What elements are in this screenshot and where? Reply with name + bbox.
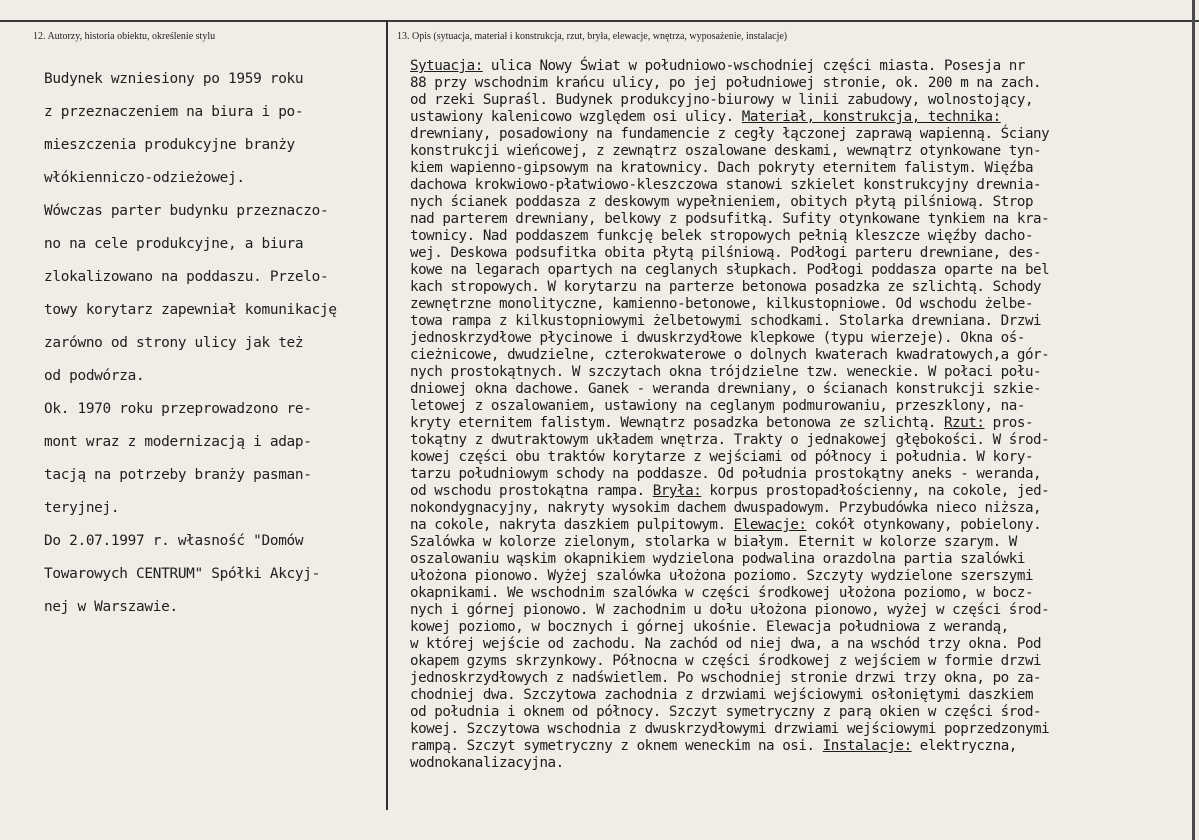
history-text-line: zlokalizowano na poddaszu. Przelo-	[44, 269, 329, 285]
description-text-line: nych prostokątnych. W szczytach okna trójdzielne tzw. weneckie. W połaci połu-	[410, 364, 1042, 380]
description-text-line: nych i górnej pionowo. W zachodnim u dołu ułożona pionowo, wyżej w części środ-	[410, 602, 1050, 618]
history-text-line: teryjnej.	[44, 500, 120, 516]
description-text-line: chodniej dwa. Szczytowa zachodnia z drzwiami wejściowymi osłoniętymi daszkiem	[410, 687, 1034, 703]
description-text-line: okapnikami. We wschodnim szalówka w części środkowej ułożona poziomo, w bocz-	[410, 585, 1034, 601]
description-text-line: kowej. Szczytowa wschodnia z dwuskrzydłowymi drzwiami wejściowymi poprzedzonymi	[410, 721, 1050, 737]
description-text-line: tokątny z dwutraktowym układem wnętrza. Trakty o jednakowej głębokości. W środ-	[410, 432, 1050, 448]
description-text-line: ustawiony kalenicowo względem osi ulicy. Materiał, konstrukcja, technika:	[410, 109, 1001, 125]
section-label: Instalacje:	[822, 738, 912, 754]
section-label: Sytuacja:	[410, 58, 483, 74]
history-text-line: towy korytarz zapewniał komunikację	[44, 302, 337, 318]
description-text-line: rampą. Szczyt symetryczny z oknem weneckim na osi. Instalacje: elektryczna,	[410, 738, 1017, 754]
description-text-line: kryty eternitem falistym. Wewnątrz posadzka betonowa ze szlichtą. Rzut: pros-	[410, 415, 1034, 431]
description-text-line: ułożona pionowo. Wyżej szalówka ułożona poziomo. Szczyty wydzielone szerszymi	[410, 568, 1034, 584]
description-text-line: nokondygnacyjny, nakryty wysokim dachem dwuspadowym. Przybudówka nieco niższa,	[410, 500, 1042, 516]
description-text-line: kowej części obu traktów korytarze z wejściami od północy i południa. W kory-	[410, 449, 1034, 465]
section-label: Rzut:	[944, 415, 985, 431]
description-text-line: zewnętrzne monolityczne, kamienno-betonowe, kilkustopniowe. Od wschodu żelbe-	[410, 296, 1034, 312]
description-text-line: towa rampa z kilkustopniowymi żelbetowymi schodkami. Stolarka drewniana. Drzwi	[410, 313, 1042, 329]
history-text-line: mont wraz z modernizacją i adap-	[44, 434, 312, 450]
history-text-column	[44, 63, 379, 624]
description-text-line: oszalowaniu wąskim okapnikiem wydzielona podwalina orazdolna partia szalówki	[410, 551, 1025, 567]
section-header-authors-history: 12. Autorzy, historia obiektu, określenie stylu	[33, 31, 216, 42]
section-header-description: 13. Opis (sytuacja, materiał i konstrukcja, rzut, bryła, elewacje, wnętrza, wyposażenie, instalacje)	[397, 31, 788, 42]
history-text-line: Do 2.07.1997 r. własność "Domów	[44, 533, 304, 549]
history-text-line: z przeznaczeniem na biura i po-	[44, 104, 304, 120]
right-edge-rule	[1192, 0, 1195, 840]
history-text-line: Towarowych CENTRUM" Spółki Akcyj-	[44, 566, 321, 582]
history-text-line: zarówno od strony ulicy jak też	[44, 335, 304, 351]
history-text-line: Wówczas parter budynku przeznaczo-	[44, 203, 329, 219]
description-text-line: 88 przy wschodnim krańcu ulicy, po jej południowej stronie, ok. 200 m na zach.	[410, 75, 1042, 91]
history-text-line: włókienniczo-odzieżowej.	[44, 170, 245, 186]
description-text-line: townicy. Nad poddaszem funkcję belek stropowych pełnią kleszcze więźby dacho-	[410, 228, 1034, 244]
description-text-line: cieżnicowe, dwudzielne, czterokwaterowe o dolnych kwaterach kwadratowych,a gór-	[410, 347, 1050, 363]
description-text-line: nych ścianek poddasza z deskowym wypełnieniem, obitych płytą pilśniową. Strop	[410, 194, 1034, 210]
description-text-line: wodnokanalizacyjna.	[410, 755, 564, 771]
column-divider	[386, 20, 388, 810]
section-label: Bryła:	[652, 483, 702, 499]
section-label: Materiał, konstrukcja, technika:	[741, 109, 1001, 125]
description-text-line: Sytuacja: ulica Nowy Świat w południowo-wschodniej części miasta. Posesja nr	[410, 58, 1025, 74]
history-text-line: Budynek wzniesiony po 1959 roku	[44, 71, 304, 87]
description-text-line: konstrukcji wieńcowej, z zewnątrz oszalowane deskami, wewnątrz otynkowane tyn-	[410, 143, 1042, 159]
section-label: Elewacje:	[733, 517, 807, 533]
description-text-line: nad parterem drewniany, belkowy z podsufitką. Sufity otynkowane tynkiem na kra-	[410, 211, 1050, 227]
description-text-line: jednoskrzydłowe płycinowe i dwuskrzydłowe klepkowe (typu wierzeje). Okna oś-	[410, 330, 1025, 346]
description-text-line: okapem gzyms skrzynkowy. Północna w części środkowej z wejściem w formie drzwi	[410, 653, 1042, 669]
description-text-line: jednoskrzydłowych z nadświetlem. Po wschodniej stronie drzwi trzy okna, po za-	[410, 670, 1042, 686]
history-text-line: mieszczenia produkcyjne branży	[44, 137, 295, 153]
history-text-line: nej w Warszawie.	[44, 599, 178, 615]
description-text-line: drewniany, posadowiony na fundamencie z cegły łączonej zaprawą wapienną. Ściany	[410, 126, 1050, 142]
description-text-line: tarzu południowym schody na poddasze. Od południa prostokątny aneks - weranda,	[410, 466, 1042, 482]
history-text-line: tacją na potrzeby branży pasman-	[44, 467, 312, 483]
description-text-line: od rzeki Supraśl. Budynek produkcyjno-biurowy w linii zabudowy, wolnostojący,	[410, 92, 1034, 108]
history-text-line: no na cele produkcyjne, a biura	[44, 236, 304, 252]
description-text-line: kach stropowych. W korytarzu na parterze betonowa posadzka ze szlichtą. Schody	[410, 279, 1042, 295]
description-text-line: kiem wapienno-gipsowym na kratownicy. Dach pokryty eternitem falistym. Więźba	[410, 160, 1034, 176]
description-text-line: letowej z oszalowaniem, ustawiony na ceglanym podmurowaniu, przeszklony, na-	[410, 398, 1025, 414]
description-text-line: od wschodu prostokątna rampa. Bryła: korpus prostopadłościenny, na cokole, jed-	[410, 483, 1050, 499]
description-text-line: w której wejście od zachodu. Na zachód od niej dwa, a na wschód trzy okna. Pod	[410, 636, 1042, 652]
description-text-line: dniowej okna dachowe. Ganek - weranda drewniany, o ścianach konstrukcji szkie-	[410, 381, 1042, 397]
description-text-column	[410, 58, 1192, 772]
description-text-line: wej. Deskowa podsufitka obita płytą pilśniową. Podłogi parteru drewniane, des-	[410, 245, 1042, 261]
description-text-line: dachowa krokwiowo-płatwiowo-kleszczowa stanowi szkielet konstrukcyjny drewnia-	[410, 177, 1042, 193]
top-rule	[0, 20, 1199, 22]
description-text-line: kowe na legarach opartych na ceglanych słupkach. Podłogi poddasza oparte na bel	[410, 262, 1050, 278]
history-text-line: Ok. 1970 roku przeprowadzono re-	[44, 401, 312, 417]
description-text-line: Szalówka w kolorze zielonym, stolarka w białym. Eternit w kolorze szarym. W	[410, 534, 1017, 550]
description-text-line: na cokole, nakryta daszkiem pulpitowym. Elewacje: cokół otynkowany, pobielony.	[410, 517, 1042, 533]
description-text-line: kowej poziomo, w bocznych i górnej ukośnie. Elewacja południowa z werandą,	[410, 619, 1009, 635]
history-text-line: od podwórza.	[44, 368, 145, 384]
description-text-line: od południa i oknem od północy. Szczyt symetryczny z parą okien w części środ-	[410, 704, 1042, 720]
